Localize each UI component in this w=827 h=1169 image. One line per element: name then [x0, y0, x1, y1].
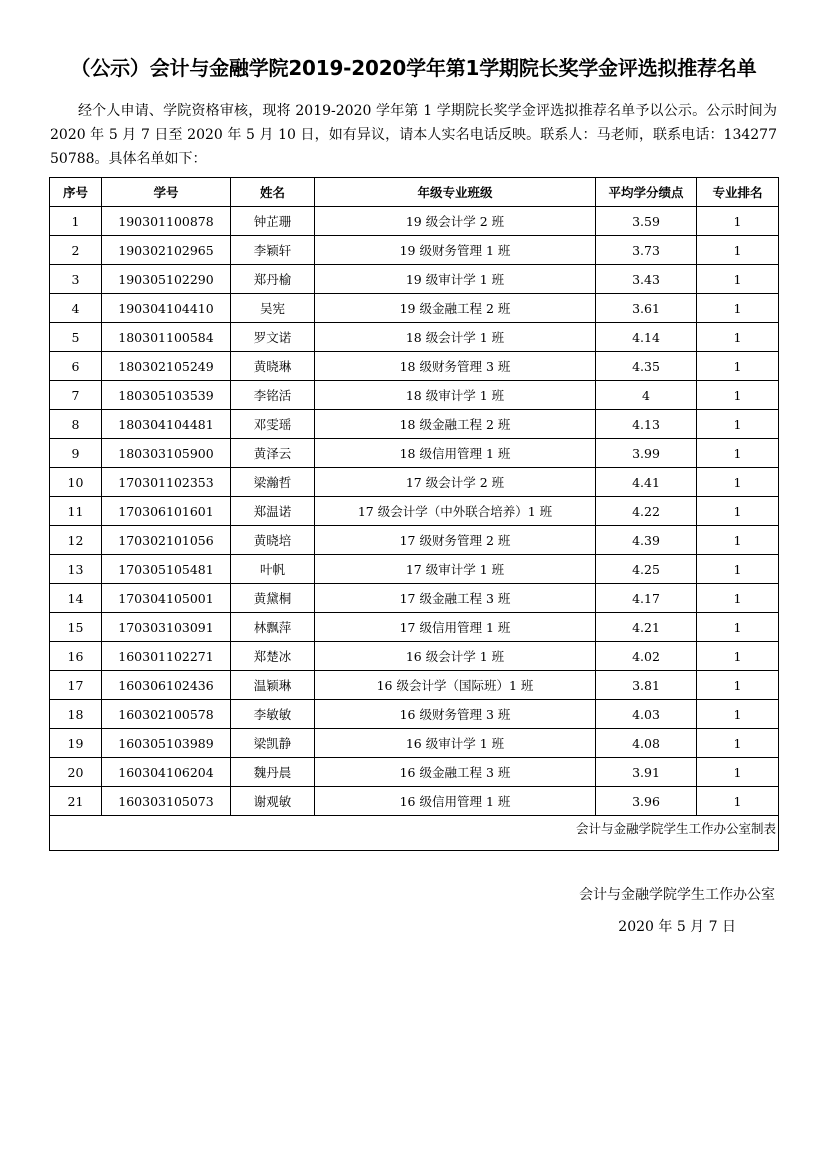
cell-student-id: 190301100878	[102, 207, 231, 236]
cell-name: 叶帆	[231, 555, 315, 584]
cell-student-id: 160304106204	[102, 758, 231, 787]
cell-class: 18 级会计学 1 班	[315, 323, 596, 352]
cell-gpa: 4	[596, 381, 697, 410]
cell-name: 黄黛桐	[231, 584, 315, 613]
cell-index: 3	[50, 265, 102, 294]
cell-name: 魏丹晨	[231, 758, 315, 787]
cell-index: 12	[50, 526, 102, 555]
cell-gpa: 3.43	[596, 265, 697, 294]
cell-gpa: 4.13	[596, 410, 697, 439]
cell-index: 16	[50, 642, 102, 671]
cell-student-id: 180305103539	[102, 381, 231, 410]
table-row	[50, 410, 779, 439]
cell-rank: 1	[697, 642, 779, 671]
cell-class: 18 级审计学 1 班	[315, 381, 596, 410]
cell-name: 郑楚冰	[231, 642, 315, 671]
cell-gpa: 4.17	[596, 584, 697, 613]
table-row	[50, 352, 779, 381]
cell-student-id: 170303103091	[102, 613, 231, 642]
cell-index: 2	[50, 236, 102, 265]
table-footnote: 会计与金融学院学生工作办公室制表	[50, 816, 779, 851]
cell-index: 17	[50, 671, 102, 700]
cell-index: 20	[50, 758, 102, 787]
cell-gpa: 4.39	[596, 526, 697, 555]
cell-class: 19 级会计学 2 班	[315, 207, 596, 236]
cell-student-id: 170306101601	[102, 497, 231, 526]
cell-student-id: 180304104481	[102, 410, 231, 439]
cell-gpa: 4.08	[596, 729, 697, 758]
header-name: 姓名	[231, 178, 315, 207]
cell-student-id: 160302100578	[102, 700, 231, 729]
table-row	[50, 787, 779, 816]
cell-class: 17 级金融工程 3 班	[315, 584, 596, 613]
cell-rank: 1	[697, 613, 779, 642]
cell-class: 18 级金融工程 2 班	[315, 410, 596, 439]
cell-name: 郑丹榆	[231, 265, 315, 294]
cell-index: 1	[50, 207, 102, 236]
cell-class: 17 级审计学 1 班	[315, 555, 596, 584]
table-row	[50, 468, 779, 497]
cell-student-id: 160305103989	[102, 729, 231, 758]
header-rank: 专业排名	[697, 178, 779, 207]
cell-rank: 1	[697, 236, 779, 265]
cell-rank: 1	[697, 526, 779, 555]
cell-class: 16 级会计学 1 班	[315, 642, 596, 671]
table-row	[50, 265, 779, 294]
cell-gpa: 4.22	[596, 497, 697, 526]
cell-gpa: 4.14	[596, 323, 697, 352]
table-body	[50, 207, 779, 816]
cell-index: 21	[50, 787, 102, 816]
table-row	[50, 642, 779, 671]
cell-name: 黄晓琳	[231, 352, 315, 381]
cell-rank: 1	[697, 555, 779, 584]
cell-index: 8	[50, 410, 102, 439]
cell-class: 16 级金融工程 3 班	[315, 758, 596, 787]
table-row	[50, 526, 779, 555]
cell-name: 李铭活	[231, 381, 315, 410]
cell-class: 17 级会计学（中外联合培养）1 班	[315, 497, 596, 526]
cell-class: 19 级财务管理 1 班	[315, 236, 596, 265]
cell-index: 15	[50, 613, 102, 642]
cell-name: 温颖琳	[231, 671, 315, 700]
table-row	[50, 555, 779, 584]
cell-class: 19 级金融工程 2 班	[315, 294, 596, 323]
cell-student-id: 190305102290	[102, 265, 231, 294]
cell-gpa: 3.59	[596, 207, 697, 236]
cell-gpa: 4.03	[596, 700, 697, 729]
table-row	[50, 729, 779, 758]
cell-rank: 1	[697, 439, 779, 468]
cell-student-id: 160306102436	[102, 671, 231, 700]
cell-index: 10	[50, 468, 102, 497]
cell-name: 梁瀚哲	[231, 468, 315, 497]
cell-name: 吴宪	[231, 294, 315, 323]
cell-class: 18 级信用管理 1 班	[315, 439, 596, 468]
cell-name: 梁凯静	[231, 729, 315, 758]
cell-class: 18 级财务管理 3 班	[315, 352, 596, 381]
cell-class: 17 级信用管理 1 班	[315, 613, 596, 642]
cell-index: 13	[50, 555, 102, 584]
cell-rank: 1	[697, 671, 779, 700]
header-gpa: 平均学分绩点	[596, 178, 697, 207]
cell-rank: 1	[697, 294, 779, 323]
cell-name: 谢观敏	[231, 787, 315, 816]
cell-rank: 1	[697, 410, 779, 439]
cell-gpa: 3.99	[596, 439, 697, 468]
cell-student-id: 190302102965	[102, 236, 231, 265]
table-row	[50, 758, 779, 787]
cell-student-id: 180303105900	[102, 439, 231, 468]
table-footnote-row	[50, 816, 779, 851]
cell-rank: 1	[697, 787, 779, 816]
cell-student-id: 170305105481	[102, 555, 231, 584]
cell-rank: 1	[697, 381, 779, 410]
cell-name: 郑温诺	[231, 497, 315, 526]
cell-rank: 1	[697, 207, 779, 236]
cell-gpa: 3.91	[596, 758, 697, 787]
cell-gpa: 4.02	[596, 642, 697, 671]
cell-index: 7	[50, 381, 102, 410]
cell-name: 黄泽云	[231, 439, 315, 468]
table-row	[50, 671, 779, 700]
cell-gpa: 4.21	[596, 613, 697, 642]
signature-date: 2020 年 5 月 7 日	[618, 919, 736, 935]
cell-index: 5	[50, 323, 102, 352]
cell-student-id: 170301102353	[102, 468, 231, 497]
cell-rank: 1	[697, 468, 779, 497]
header-class: 年级专业班级	[315, 178, 596, 207]
table-row	[50, 236, 779, 265]
cell-gpa: 3.96	[596, 787, 697, 816]
cell-name: 钟芷珊	[231, 207, 315, 236]
cell-index: 19	[50, 729, 102, 758]
header-index: 序号	[50, 178, 102, 207]
table-row	[50, 700, 779, 729]
page-title: （公示）会计与金融学院2019-2020学年第1学期院长奖学金评选拟推荐名单	[70, 56, 757, 80]
cell-name: 邓雯瑶	[231, 410, 315, 439]
table-row	[50, 584, 779, 613]
cell-name: 林飘萍	[231, 613, 315, 642]
cell-gpa: 3.61	[596, 294, 697, 323]
cell-student-id: 180301100584	[102, 323, 231, 352]
cell-gpa: 3.81	[596, 671, 697, 700]
cell-student-id: 160301102271	[102, 642, 231, 671]
table-row	[50, 207, 779, 236]
cell-rank: 1	[697, 729, 779, 758]
cell-student-id: 170304105001	[102, 584, 231, 613]
cell-index: 6	[50, 352, 102, 381]
cell-index: 9	[50, 439, 102, 468]
cell-name: 罗文诺	[231, 323, 315, 352]
table-row	[50, 381, 779, 410]
header-student-id: 学号	[102, 178, 231, 207]
cell-gpa: 4.41	[596, 468, 697, 497]
cell-gpa: 3.73	[596, 236, 697, 265]
cell-class: 19 级审计学 1 班	[315, 265, 596, 294]
cell-gpa: 4.35	[596, 352, 697, 381]
cell-class: 16 级会计学（国际班）1 班	[315, 671, 596, 700]
cell-index: 18	[50, 700, 102, 729]
table-row	[50, 613, 779, 642]
cell-rank: 1	[697, 497, 779, 526]
cell-rank: 1	[697, 352, 779, 381]
cell-name: 黄晓培	[231, 526, 315, 555]
intro-paragraph: 经个人申请、学院资格审核，现将 2019-2020 学年第 1 学期院长奖学金评选拟推荐名单予以公示。公示时间为 2020 年 5 月 7 日至 2020 年 5 月 10 日，如有异议，请本人实名电话反映。联系人：马老师，联系电话：13427750788。具体名单如下：	[50, 103, 777, 167]
cell-gpa: 4.25	[596, 555, 697, 584]
cell-rank: 1	[697, 700, 779, 729]
cell-student-id: 190304104410	[102, 294, 231, 323]
table-row	[50, 294, 779, 323]
cell-student-id: 180302105249	[102, 352, 231, 381]
recommendation-table	[49, 177, 779, 851]
cell-rank: 1	[697, 323, 779, 352]
cell-class: 17 级会计学 2 班	[315, 468, 596, 497]
cell-index: 4	[50, 294, 102, 323]
cell-class: 16 级信用管理 1 班	[315, 787, 596, 816]
cell-class: 17 级财务管理 2 班	[315, 526, 596, 555]
table-header-row	[50, 178, 779, 207]
table-row	[50, 439, 779, 468]
cell-name: 李敏敏	[231, 700, 315, 729]
signature-org: 会计与金融学院学生工作办公室	[579, 887, 775, 903]
cell-rank: 1	[697, 584, 779, 613]
cell-rank: 1	[697, 758, 779, 787]
cell-name: 李颖轩	[231, 236, 315, 265]
cell-class: 16 级审计学 1 班	[315, 729, 596, 758]
table-row	[50, 497, 779, 526]
cell-rank: 1	[697, 265, 779, 294]
cell-index: 14	[50, 584, 102, 613]
cell-student-id: 160303105073	[102, 787, 231, 816]
cell-student-id: 170302101056	[102, 526, 231, 555]
cell-index: 11	[50, 497, 102, 526]
table-row	[50, 323, 779, 352]
cell-class: 16 级财务管理 3 班	[315, 700, 596, 729]
